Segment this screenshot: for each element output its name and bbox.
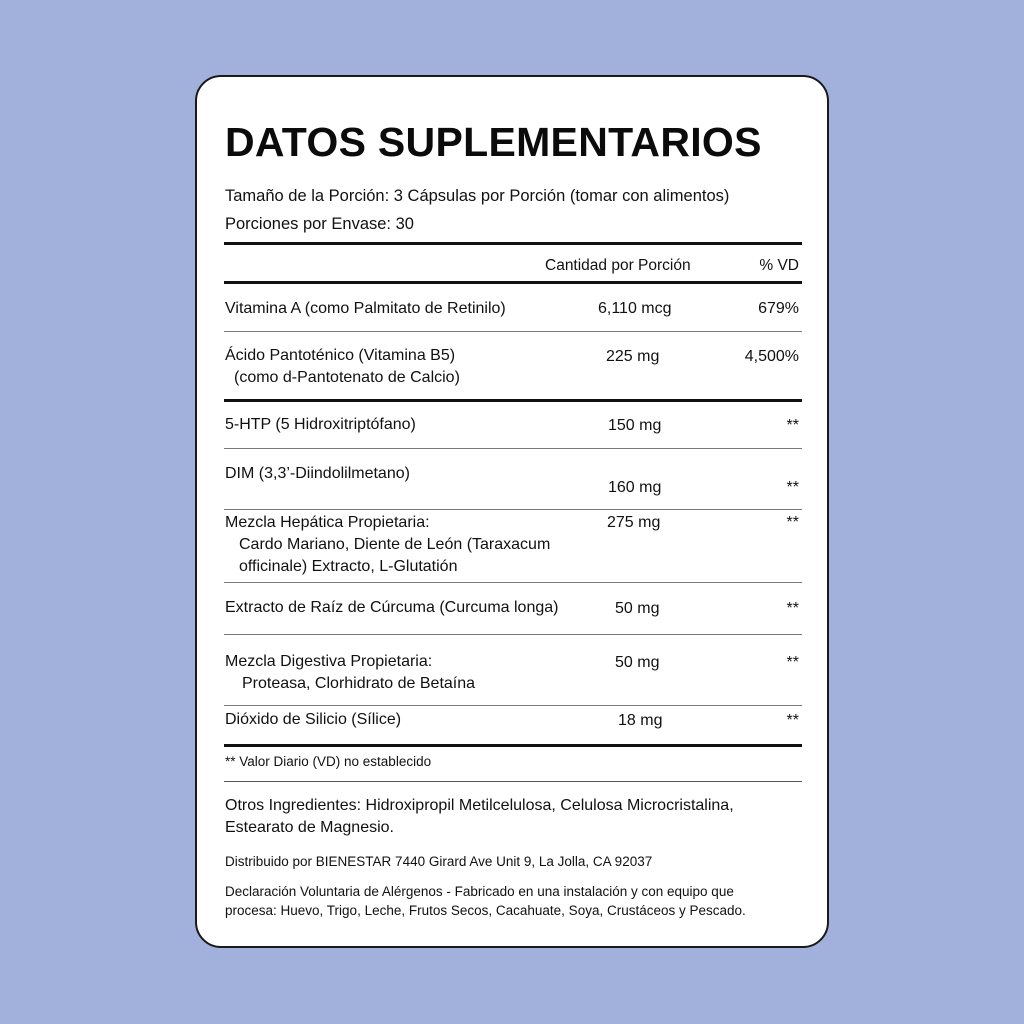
nutrient-amount: 160 mg <box>608 479 662 496</box>
nutrient-dv: ** <box>786 654 799 671</box>
nutrient-subtext: Cardo Mariano, Diente de León (Taraxacum <box>239 536 551 553</box>
column-header-dv: % VD <box>759 257 799 274</box>
nutrient-row-name <box>225 512 550 578</box>
nutrient-subtext: Proteasa, Clorhidrato de Betaína <box>242 675 476 692</box>
divider-thin <box>224 582 802 583</box>
nutrient-name: Extracto de Raíz de Cúrcuma (Curcuma longa) <box>225 599 559 616</box>
nutrient-amount: 50 mg <box>615 600 660 617</box>
nutrient-amount: 6,110 mcg <box>598 300 672 317</box>
nutrient-dv: ** <box>786 712 799 729</box>
other-ingredients <box>225 795 734 839</box>
other-ingredients-line: Estearato de Magnesio. <box>225 819 394 836</box>
nutrient-subtext: (como d-Pantotenato de Calcio) <box>234 369 460 386</box>
divider-thin <box>224 705 802 706</box>
nutrient-name: Vitamina A (como Palmitato de Retinilo) <box>225 300 506 317</box>
nutrient-name: DIM (3,3’-Diindolilmetano) <box>225 465 410 482</box>
nutrient-row-name <box>225 597 558 619</box>
nutrient-amount: 150 mg <box>608 417 662 434</box>
divider-thin <box>224 448 802 449</box>
nutrient-row-name <box>225 463 410 485</box>
nutrient-dv: ** <box>786 514 799 531</box>
divider-thin <box>224 781 802 782</box>
divider-thick <box>224 399 802 402</box>
nutrient-row-name <box>225 345 460 389</box>
nutrient-amount: 50 mg <box>615 654 660 671</box>
allergen-line: Declaración Voluntaria de Alérgenos - Fabricado en una instalación y con equipo que <box>225 884 734 899</box>
divider-thick <box>224 281 802 284</box>
nutrient-row-name <box>225 414 416 436</box>
nutrient-name: Ácido Pantoténico (Vitamina B5) <box>225 347 456 364</box>
column-header-amount: Cantidad por Porción <box>545 257 691 274</box>
nutrient-row-name <box>225 709 401 731</box>
nutrient-row-name <box>225 651 475 695</box>
distributor-info: Distribuido por BIENESTAR 7440 Girard Ave Unit 9, La Jolla, CA 92037 <box>225 854 653 869</box>
nutrient-name: 5-HTP (5 Hidroxitriptófano) <box>225 416 416 433</box>
supplement-facts-panel <box>195 75 829 948</box>
nutrient-dv: 679% <box>758 300 799 317</box>
nutrient-dv: 4,500% <box>744 348 799 365</box>
serving-info <box>225 182 729 238</box>
nutrient-row-name <box>225 298 506 320</box>
allergen-statement <box>225 882 746 920</box>
serving-size: Tamaño de la Porción: 3 Cápsulas por Porción (tomar con alimentos) <box>225 187 730 205</box>
allergen-line: procesa: Huevo, Trigo, Leche, Frutos Secos, Cacahuate, Soya, Crustáceos y Pescado. <box>225 903 746 918</box>
nutrient-dv: ** <box>786 479 799 496</box>
divider-thin <box>224 509 802 510</box>
nutrient-subtext: officinale) Extracto, L-Glutatión <box>239 558 458 575</box>
nutrient-name: Dióxido de Silicio (Sílice) <box>225 711 402 728</box>
divider-thin <box>224 331 802 332</box>
nutrient-dv: ** <box>786 600 799 617</box>
dv-footnote: ** Valor Diario (VD) no establecido <box>225 754 432 769</box>
divider-thick <box>224 744 802 747</box>
other-ingredients-line: Otros Ingredientes: Hidroxipropil Metilcelulosa, Celulosa Microcristalina, <box>225 797 734 814</box>
nutrient-dv: ** <box>786 417 799 434</box>
servings-per-container: Porciones por Envase: 30 <box>225 215 414 233</box>
nutrient-amount: 225 mg <box>606 348 660 365</box>
divider-thin <box>224 634 802 635</box>
label-title: DATOS SUPLEMENTARIOS <box>225 119 762 165</box>
divider-thick <box>224 242 802 245</box>
nutrient-name: Mezcla Digestiva Propietaria: <box>225 653 433 670</box>
nutrient-amount: 18 mg <box>618 712 663 729</box>
nutrient-amount: 275 mg <box>607 514 661 531</box>
nutrient-name: Mezcla Hepática Propietaria: <box>225 514 430 531</box>
